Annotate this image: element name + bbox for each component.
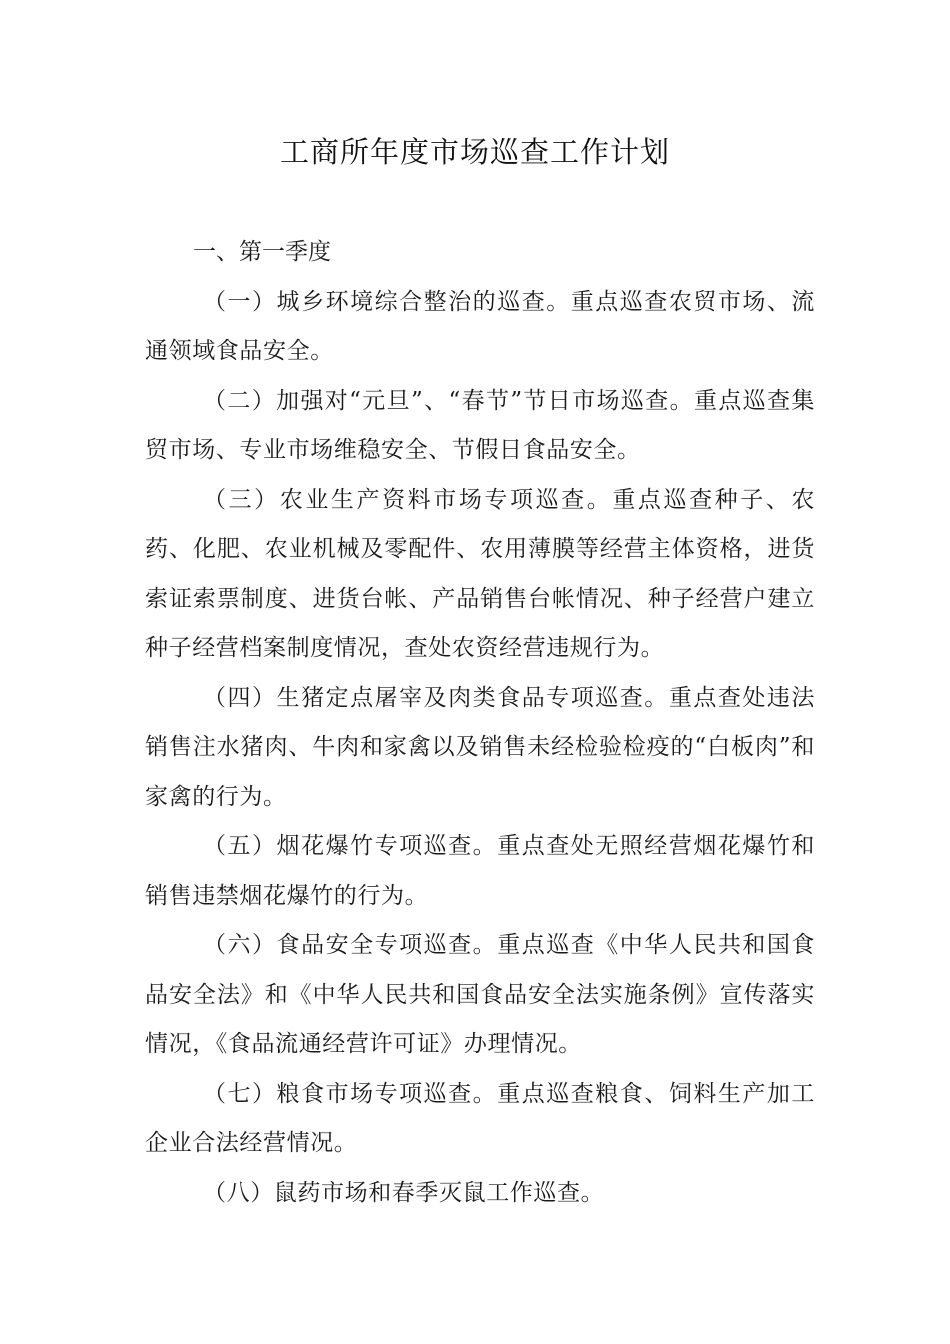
paragraph-5: （五）烟花爆竹专项巡查。重点查处无照经营烟花爆竹和销售违禁烟花爆竹的行为。 [145, 833, 815, 909]
document-body [145, 228, 815, 1218]
paragraph-8: （八）鼠药市场和春季灭鼠工作巡查。 [203, 1179, 605, 1206]
paragraph-4: （四）生猪定点屠宰及肉类食品专项巡查。重点查处违法销售注水猪肉、牛肉和家禽以及销售未经检验检疫的“白板肉”和家禽的行为。 [145, 684, 815, 810]
paragraph-7: （七）粮食市场专项巡查。重点巡查粮食、饲料生产加工企业合法经营情况。 [145, 1080, 815, 1156]
paragraph-1: （一）城乡环境综合整治的巡查。重点巡查农贸市场、流通领域食品安全。 [145, 288, 815, 364]
paragraph-2: （二）加强对“元旦”、“春节”节日市场巡查。重点巡查集贸市场、专业市场维稳安全、节假日食品安全。 [145, 387, 815, 463]
document-title: 工商所年度市场巡查工作计划 [279, 135, 670, 169]
paragraph-6: （六）食品安全专项巡查。重点巡查《中华人民共和国食品安全法》和《中华人民共和国食品安全法实施条例》宣传落实情况，《食品流通经营许可证》办理情况。 [145, 932, 815, 1057]
paragraph-3: （三）农业生产资料市场专项巡查。重点巡查种子、农药、化肥、农业机械及零配件、农用薄膜等经营主体资格，进货索证索票制度、进货台帐、产品销售台帐情况、种子经营户建立种子经营档案制度情况，查处农资经营违规行为。 [145, 486, 815, 661]
section-heading: 一、第一季度 [193, 239, 331, 265]
